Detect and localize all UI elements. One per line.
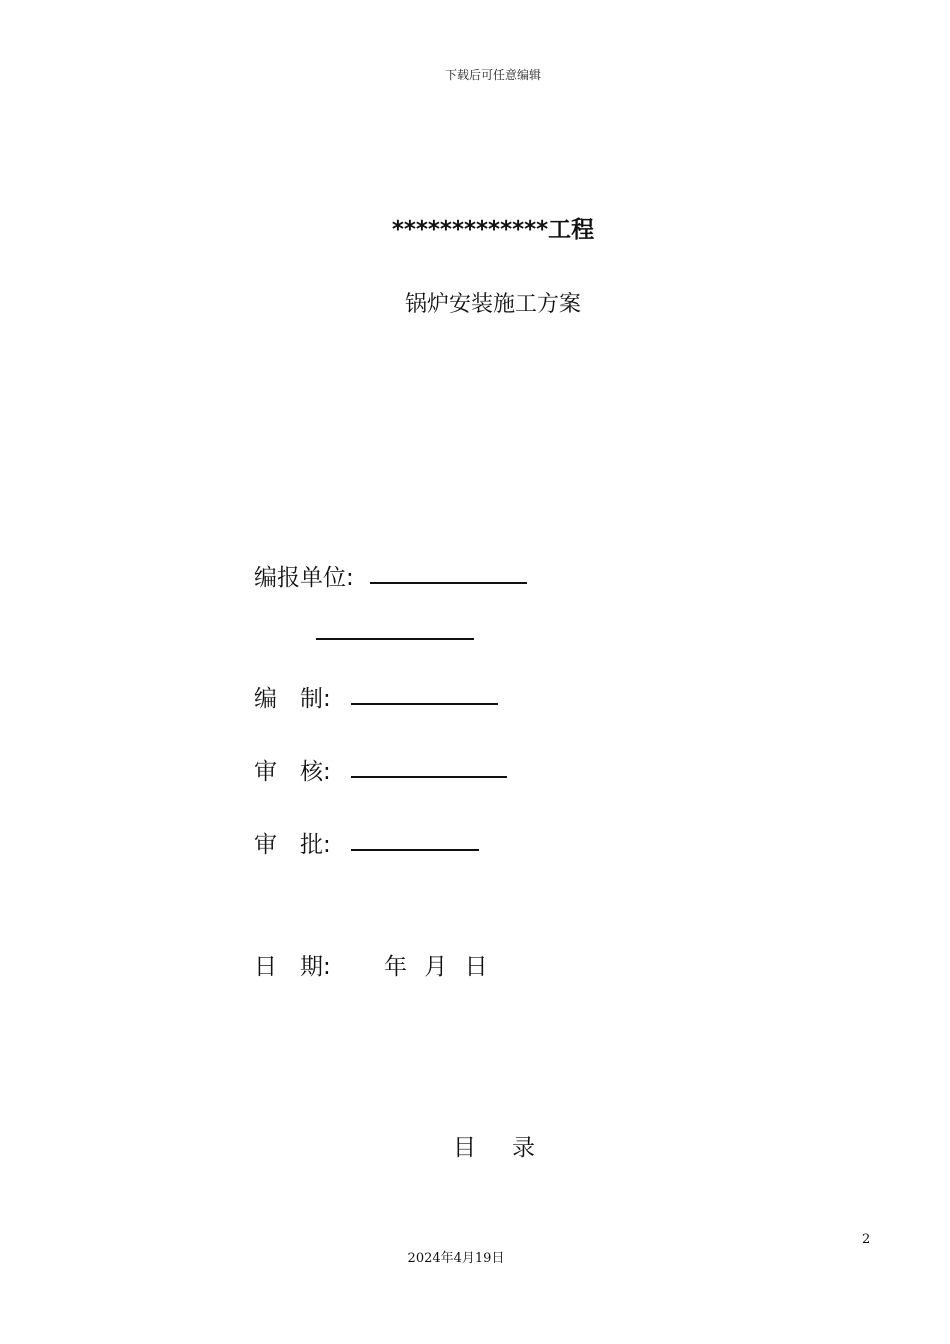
document-title: *************工程 <box>391 217 595 243</box>
page-header-note: 下载后可任意编辑 <box>444 68 541 82</box>
compiled-line <box>351 703 498 705</box>
date-value: 年 月 日 <box>384 954 488 980</box>
document-subtitle: 锅炉安装施工方案 <box>404 292 581 317</box>
unit-label: 编报单位: <box>254 565 354 591</box>
unit-line-1 <box>370 582 527 584</box>
compiled-label: 编 制: <box>254 686 331 712</box>
review-line <box>351 776 507 778</box>
toc-heading: 目录 <box>453 1135 571 1161</box>
footer-date: 2024年4月19日 <box>407 1251 505 1266</box>
date-label: 日 期: <box>254 954 331 980</box>
review-label: 审 核: <box>254 759 331 785</box>
unit-line-2 <box>316 638 474 640</box>
approve-label: 审 批: <box>254 832 331 858</box>
approve-line <box>351 849 479 851</box>
page-number: 2 <box>862 1232 871 1247</box>
